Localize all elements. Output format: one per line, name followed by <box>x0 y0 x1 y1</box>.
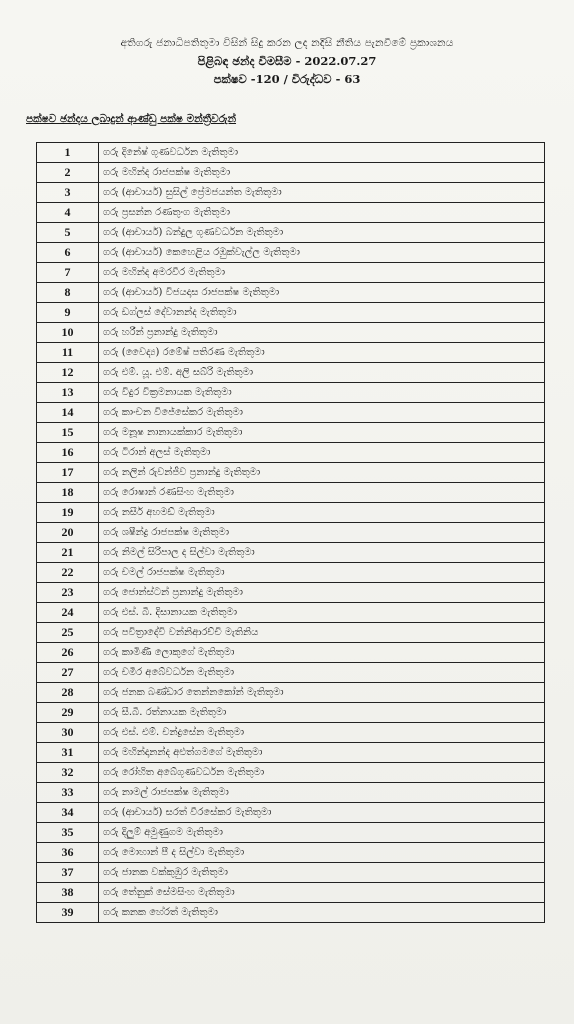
member-name: ගරු එම්. යූ. එම්. අලි සබ්රි මැතිතුමා <box>99 363 545 383</box>
member-name: ගරු (ආචාර්ය) බන්දුල ගුණවර්ධන මැතිතුමා <box>99 223 545 243</box>
table-row <box>37 803 545 823</box>
row-number: 9 <box>37 303 99 323</box>
row-number: 4 <box>37 203 99 223</box>
table-row <box>37 883 545 903</box>
row-number: 28 <box>37 683 99 703</box>
member-name: ගරු පවිත්‍රාදේවි වන්නිආරච්චි මැතිනිය <box>99 623 545 643</box>
row-number: 12 <box>37 363 99 383</box>
table-row <box>37 263 545 283</box>
member-name: ගරු ජානක වක්කුඹුර මැතිතුමා <box>99 863 545 883</box>
member-name: ගරු සී.බී. රත්නායක මැතිතුමා <box>99 703 545 723</box>
table-row <box>37 423 545 443</box>
table-row <box>37 403 545 423</box>
row-number: 26 <box>37 643 99 663</box>
member-name: ගරු කාංචන විජේසේකර මැතිතුමා <box>99 403 545 423</box>
row-number: 16 <box>37 443 99 463</box>
member-name: ගරු ප්‍රසන්න රණතුංග මැතිතුමා <box>99 203 545 223</box>
table-row <box>37 763 545 783</box>
table-row <box>37 183 545 203</box>
table-row <box>37 483 545 503</box>
table-row <box>37 843 545 863</box>
table-row <box>37 663 545 683</box>
row-number: 33 <box>37 783 99 803</box>
member-name: ගරු (ආචාර්ය) සරත් වීරසේකර මැතිතුමා <box>99 803 545 823</box>
member-name: ගරු ටිරාන් අලස් මැතිතුමා <box>99 443 545 463</box>
table-row <box>37 143 545 163</box>
member-name: ගරු දිනේෂ් ගුණවර්ධන මැතිතුමා <box>99 143 545 163</box>
table-row <box>37 543 545 563</box>
table-row <box>37 443 545 463</box>
row-number: 15 <box>37 423 99 443</box>
member-name: ගරු දිලුම් අමුණුගම මැතිතුමා <box>99 823 545 843</box>
row-number: 5 <box>37 223 99 243</box>
row-number: 22 <box>37 563 99 583</box>
member-name: ගරු චමල් රාජපක්ෂ මැතිතුමා <box>99 563 545 583</box>
table-row <box>37 683 545 703</box>
table-row <box>37 523 545 543</box>
table-row <box>37 623 545 643</box>
table-row <box>37 643 545 663</box>
row-number: 6 <box>37 243 99 263</box>
member-name: ගරු කනක හේරත් මැතිතුමා <box>99 903 545 923</box>
table-row <box>37 383 545 403</box>
member-name: ගරු නාමල් රාජපක්ෂ මැතිතුමා <box>99 783 545 803</box>
member-name: ගරු රෝහිත අබේගුණවර්ධන මැතිතුමා <box>99 763 545 783</box>
table-row <box>37 503 545 523</box>
table-row <box>37 703 545 723</box>
row-number: 32 <box>37 763 99 783</box>
member-name: ගරු එස්. බී. දිසානායක මැතිතුමා <box>99 603 545 623</box>
list-subtitle: පක්ෂව ඡන්දය ලබාදුන් ආණ්ඩු පක්ෂ මන්ත්‍රීවරුන් <box>26 113 237 125</box>
member-name: ගරු හරීන් ප්‍රනාන්දු මැතිතුමා <box>99 323 545 343</box>
row-number: 2 <box>37 163 99 183</box>
row-number: 24 <box>37 603 99 623</box>
document-header <box>0 34 574 88</box>
table-row <box>37 203 545 223</box>
members-table <box>36 142 545 923</box>
member-name: ගරු එස්. එම්. චන්ද්‍රසේන මැතිතුමා <box>99 723 545 743</box>
member-name: ගරු ඩග්ලස් දේවානන්ද මැතිතුමා <box>99 303 545 323</box>
member-name: ගරු ජනක බණ්ඩාර තෙන්නකෝන් මැතිතුමා <box>99 683 545 703</box>
table-row <box>37 363 545 383</box>
member-name: ගරු රොෂාන් රණසිංහ මැතිතුමා <box>99 483 545 503</box>
row-number: 21 <box>37 543 99 563</box>
row-number: 3 <box>37 183 99 203</box>
table-row <box>37 783 545 803</box>
row-number: 29 <box>37 703 99 723</box>
member-name: ගරු විදුර වික්‍රමනායක මැතිතුමා <box>99 383 545 403</box>
table-row <box>37 243 545 263</box>
table-row <box>37 823 545 843</box>
row-number: 19 <box>37 503 99 523</box>
row-number: 13 <box>37 383 99 403</box>
row-number: 1 <box>37 143 99 163</box>
header-vote-date: පිළිබඳ ඡන්ද විමසීම - 2022.07.27 <box>197 54 377 68</box>
table-row <box>37 463 545 483</box>
row-number: 14 <box>37 403 99 423</box>
member-name: ගරු කාමිණී ලොකුගේ මැතිතුමා <box>99 643 545 663</box>
member-name: ගරු ශෂීන්ද්‍ර රාජපක්ෂ මැතිතුමා <box>99 523 545 543</box>
member-name: ගරු චමීර අබේවර්ධන මැතිතුමා <box>99 663 545 683</box>
row-number: 35 <box>37 823 99 843</box>
member-name: ගරු මොහාන් පී ද සිල්වා මැතිතුමා <box>99 843 545 863</box>
table-row <box>37 163 545 183</box>
row-number: 7 <box>37 263 99 283</box>
table-row <box>37 563 545 583</box>
header-title: අතිගරු ජනාධිපතිතුමා විසින් සිදු කරන ලද නදිසි නීතිය පැනවීමේ ප්‍රකාශනය <box>120 37 454 49</box>
member-name: ගරු නලින් රුවන්ජීව ප්‍රනාන්දු මැතිතුමා <box>99 463 545 483</box>
member-name: ගරු මනූෂ නානායක්කාර මැතිතුමා <box>99 423 545 443</box>
row-number: 34 <box>37 803 99 823</box>
row-number: 18 <box>37 483 99 503</box>
member-name: ගරු (ආචාර්ය) විජයදාස රාජපක්ෂ මැතිතුමා <box>99 283 545 303</box>
row-number: 30 <box>37 723 99 743</box>
member-name: ගරු මහින්දානන්ද අළුත්ගමගේ මැතිතුමා <box>99 743 545 763</box>
table-row <box>37 323 545 343</box>
row-number: 23 <box>37 583 99 603</box>
member-name: ගරු මහින්ද අමරවීර මැතිතුමා <box>99 263 545 283</box>
row-number: 11 <box>37 343 99 363</box>
row-number: 37 <box>37 863 99 883</box>
header-vote-count: පක්ෂව -120 / විරුද්ධව - 63 <box>213 72 361 86</box>
row-number: 17 <box>37 463 99 483</box>
member-name: ගරු (ආචාර්ය) කෙහෙළිය රඹුක්වැල්ල මැතිතුමා <box>99 243 545 263</box>
row-number: 25 <box>37 623 99 643</box>
member-name: ගරු (වෛද්‍ය) රමේෂ් පතිරණ මැතිතුමා <box>99 343 545 363</box>
row-number: 31 <box>37 743 99 763</box>
member-name: ගරු ජොන්ස්ටන් ප්‍රනාන්දු මැතිතුමා <box>99 583 545 603</box>
members-table-body <box>37 143 545 923</box>
table-row <box>37 863 545 883</box>
member-name: ගරු නසීර් අහමඩ් මැතිතුමා <box>99 503 545 523</box>
table-row <box>37 583 545 603</box>
row-number: 38 <box>37 883 99 903</box>
row-number: 39 <box>37 903 99 923</box>
row-number: 10 <box>37 323 99 343</box>
table-row <box>37 603 545 623</box>
member-name: ගරු තේනුක් සේමසිංහ මැතිතුමා <box>99 883 545 903</box>
table-row <box>37 283 545 303</box>
table-row <box>37 743 545 763</box>
table-row <box>37 903 545 923</box>
table-row <box>37 343 545 363</box>
row-number: 8 <box>37 283 99 303</box>
member-name: ගරු මහින්ද රාජපක්ෂ මැතිතුමා <box>99 163 545 183</box>
table-row <box>37 723 545 743</box>
table-row <box>37 223 545 243</box>
row-number: 20 <box>37 523 99 543</box>
member-name: ගරු නිමල් සිරිපාල ද සිල්වා මැතිතුමා <box>99 543 545 563</box>
member-name: ගරු (ආචාර්ය) සුසිල් ප්‍රේමජයන්ත මැතිතුමා <box>99 183 545 203</box>
row-number: 36 <box>37 843 99 863</box>
table-row <box>37 303 545 323</box>
row-number: 27 <box>37 663 99 683</box>
